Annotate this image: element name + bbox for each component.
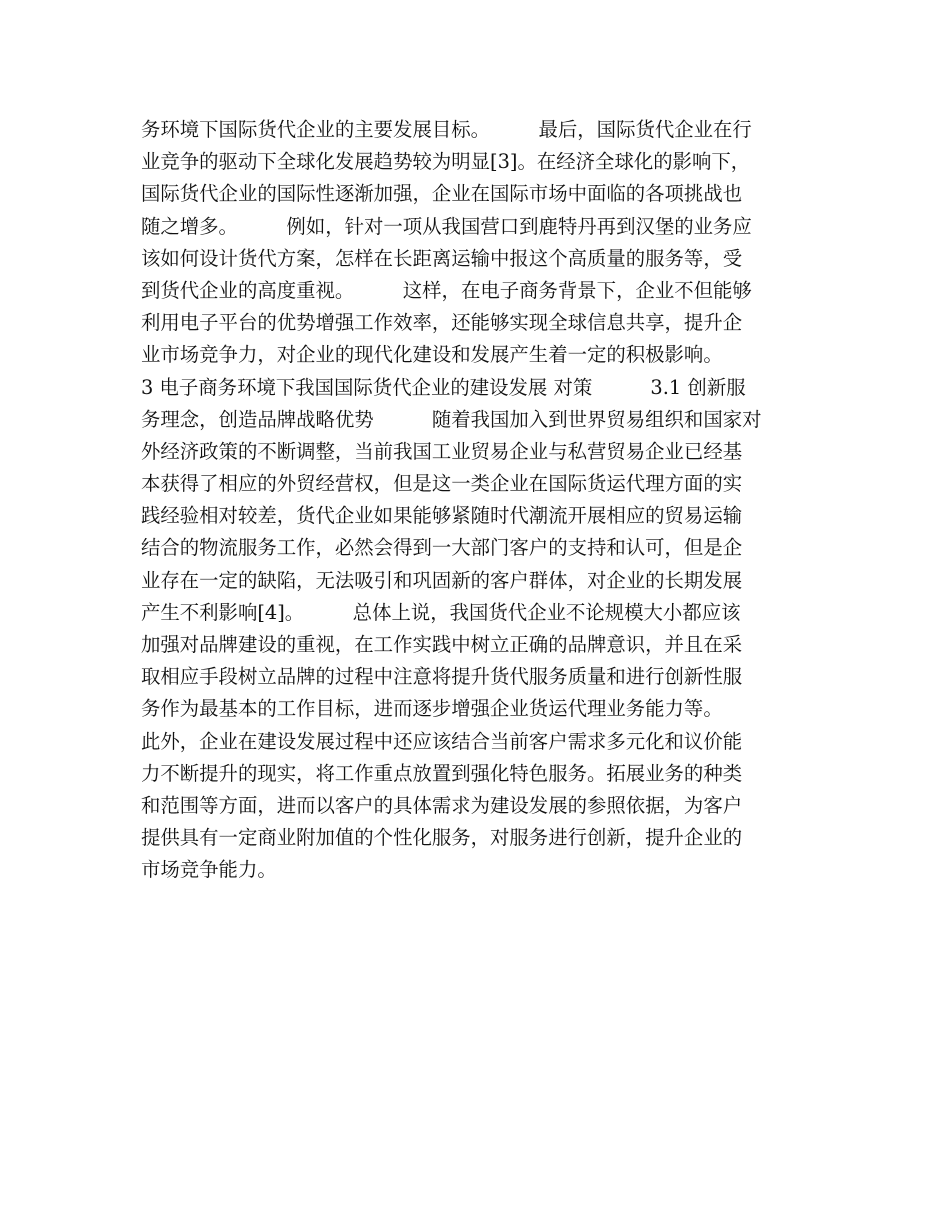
- text-line-18: 取相应手段树立品牌的过程中注意将提升货代服务质量和进行创新性服: [141, 665, 743, 689]
- text-line-20: 此外，企业在建设发展过程中还应该结合当前客户需求多元化和议价能: [141, 729, 743, 753]
- text-line-14: 结合的物流服务工作，必然会得到一大部门客户的支持和认可，但是企: [141, 536, 743, 560]
- text-line-7: 利用电子平台的优势增强工作效率，还能够实现全球信息共享，提升企: [141, 311, 743, 335]
- text-line-1: 务环境下国际货代企业的主要发展目标。 最后，国际货代企业在行: [141, 118, 752, 141]
- text-line-23: 提供具有一定商业附加值的个性化服务，对服务进行创新，提升企业的: [141, 826, 743, 850]
- text-line-6: 到货代企业的高度重视。 这样，在电子商务背景下，企业不但能够: [141, 278, 752, 302]
- text-line-13: 践经验相对较差，货代企业如果能够紧随时代潮流开展相应的贸易运输: [141, 504, 743, 528]
- text-line-19: 务作为最基本的工作目标，进而逐步增强企业货运代理业务能力等。: [141, 697, 723, 721]
- body-text: [141, 114, 831, 887]
- text-line-8: 业市场竞争力，对企业的现代化建设和发展产生着一定的积极影响。: [141, 343, 723, 367]
- text-line-12: 本获得了相应的外贸经营权，但是这一类企业在国际货运代理方面的实: [141, 472, 743, 496]
- text-line-24: 市场竞争能力。: [141, 858, 277, 882]
- text-line-10: 务理念，创造品牌战略优势 随着我国加入到世界贸易组织和国家对: [141, 407, 762, 431]
- text-line-2: 业竞争的驱动下全球化发展趋势较为明显[3]。在经济全球化的影响下，: [141, 150, 751, 174]
- section-heading-line: 3 电子商务环境下我国国际货代企业的建设发展 对策 3.1 创新服: [141, 375, 746, 399]
- text-line-21: 力不断提升的现实，将工作重点放置到强化特色服务。拓展业务的种类: [141, 761, 743, 785]
- text-line-16: 产生不利影响[4]。 总体上说，我国货代企业不论规模大小都应该: [141, 600, 741, 624]
- text-line-4: 随之增多。 例如，针对一项从我国营口到鹿特丹再到汉堡的业务应: [141, 214, 752, 238]
- text-line-22: 和范围等方面，进而以客户的具体需求为建设发展的参照依据，为客户: [141, 793, 743, 817]
- text-line-17: 加强对品牌建设的重视，在工作实践中树立正确的品牌意识，并且在采: [141, 633, 743, 656]
- text-line-11: 外经济政策的不断调整，当前我国工业贸易企业与私营贸易企业已经基: [141, 439, 743, 463]
- text-line-5: 该如何设计货代方案，怎样在长距离运输中报这个高质量的服务等，受: [141, 246, 743, 270]
- text-line-3: 国际货代企业的国际性逐渐加强，企业在国际市场中面临的各项挑战也: [141, 182, 743, 206]
- text-line-15: 业存在一定的缺陷，无法吸引和巩固新的客户群体，对企业的长期发展: [141, 568, 743, 592]
